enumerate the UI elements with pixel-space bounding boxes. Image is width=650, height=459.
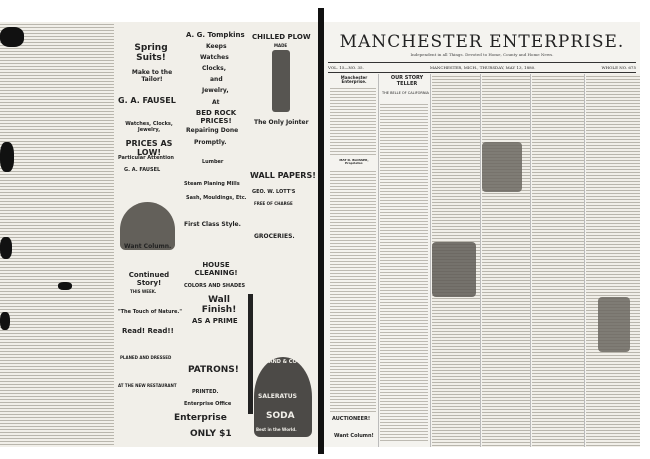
left-page-column-2	[52, 22, 115, 447]
geo-lott-text: GEO. W. LOTT'S	[252, 189, 296, 195]
sash-text: Sash, Mouldings, Etc.	[186, 195, 247, 201]
column-rule	[248, 294, 253, 414]
particular-ad: Particular Attention	[118, 155, 174, 161]
want-column-ad: Want Column.	[124, 243, 172, 250]
printed-text: PRINTED.	[192, 389, 219, 395]
damage-blot	[0, 27, 24, 47]
damage-blot	[0, 142, 14, 172]
volume-label: VOL. 15—NO. 35.	[328, 65, 364, 70]
touch-of-nature-ad: "The Touch of Nature."	[118, 309, 182, 315]
watches-text: Watches	[200, 54, 229, 61]
best-world-text: Best in the World.	[256, 427, 297, 432]
enterprise-ad: Enterprise	[174, 413, 227, 423]
fausel-ad-2: G. A. FAUSEL	[124, 167, 161, 173]
new-restaurant-ad: AT THE NEW RESTAURANT	[118, 383, 177, 388]
at-text: At	[212, 99, 220, 106]
watches-ad: Watches, Clocks, Jewelry,	[125, 121, 173, 133]
masthead-subtitle: Independent in all Things. Devoted to Home, County and Home News.	[410, 52, 554, 57]
fausel-ad: G. A. FAUSEL	[118, 96, 176, 105]
as-a-prime-text: AS A PRIME	[192, 317, 238, 325]
story-column	[380, 74, 431, 447]
story-teller-heading: OUR STORY TELLER	[390, 75, 424, 87]
make-tailor-ad: Make to the Tailor!	[131, 69, 173, 83]
tompkins-ad: A. G. Tompkins	[186, 31, 245, 39]
first-class-text: First Class Style.	[184, 221, 241, 228]
spring-suits-ad: Spring Suits!	[134, 43, 168, 63]
right-page	[324, 22, 640, 447]
enterprise-office-text: Enterprise Office	[184, 401, 232, 407]
left-page-ads-column-3	[248, 22, 318, 447]
and-text: and	[210, 76, 223, 83]
masthead-title: MANCHESTER ENTERPRISE.	[339, 32, 625, 52]
plow-illustration	[272, 50, 290, 112]
bed-rock-prices-ad: BED ROCK PRICES!	[195, 109, 237, 125]
clocks-text: Clocks,	[202, 65, 226, 72]
want-column-heading: Want Column!	[334, 433, 374, 439]
only-jointer-text: The Only Jointer	[254, 119, 309, 126]
house-cleaning-ad: HOUSE CLEANING!	[194, 261, 238, 277]
damage-blot	[58, 282, 72, 290]
this-week-ad: THIS WEEK.	[130, 289, 157, 294]
left-page	[0, 22, 318, 447]
continued-story-ad: Continued Story!	[128, 271, 170, 287]
free-text: FREE OF CHARGE	[254, 201, 293, 206]
damage-blot	[0, 237, 12, 259]
text-block	[330, 169, 376, 414]
steam-planing-ad: Steam Planing Mills	[184, 181, 240, 187]
jewelry-text: Jewelry,	[202, 87, 229, 94]
dateline-bar	[328, 62, 636, 73]
lumber-text: Lumber	[202, 159, 224, 165]
right-page-column-1	[330, 74, 379, 447]
enterprise-heading: Manchester Enterprise.	[340, 75, 368, 85]
wall-finish-ad: Wall Finish!	[201, 295, 237, 315]
made-text: MADE	[274, 43, 288, 48]
planed-dressed-ad: PLANED AND DRESSED	[120, 355, 172, 360]
left-page-column-1	[0, 22, 53, 447]
chilled-plow-ad: CHILLED PLOW	[252, 33, 311, 41]
right-page-column-5	[532, 74, 585, 447]
engraving-illustration	[482, 142, 522, 192]
keeps-text: Keeps	[206, 43, 227, 50]
right-page-column-6	[586, 74, 640, 447]
prices-low-ad: PRICES AS LOW!	[125, 139, 173, 157]
story-text	[380, 102, 428, 442]
colors-text: COLORS AND SHADES	[184, 283, 246, 289]
engraving-illustration	[432, 242, 476, 297]
wall-papers-ad: WALL PAPERS!	[250, 171, 316, 180]
auctioneer-ad: AUCTIONEER!	[332, 416, 371, 422]
read-read-ad: Read! Read!!	[122, 327, 174, 335]
patrons-ad: PATRONS!	[188, 365, 239, 375]
proprietor-line: MAT D. BLOSSER, Proprietor.	[339, 158, 369, 166]
groceries-text: GROCERIES.	[254, 233, 295, 240]
story-subheading: THE BELLE OF CALIFORNIA	[382, 91, 429, 95]
saleratus-text: SALERATUS	[258, 393, 297, 400]
only-1-ad: ONLY $1	[190, 429, 232, 439]
deland-ad: DeLAND & CO'S	[258, 359, 302, 365]
promptly-text: Promptly.	[194, 139, 227, 146]
left-page-ads-column-2	[174, 22, 249, 447]
soda-text: SODA	[266, 411, 295, 421]
left-page-ads-column-1	[114, 22, 183, 447]
repairing-text: Repairing Done	[186, 127, 239, 134]
engraving-illustration	[598, 297, 630, 352]
date-label: MANCHESTER, MICH., THURSDAY, MAY 13, 1880.	[429, 65, 536, 70]
damage-blot	[0, 312, 10, 330]
right-page-column-4	[482, 74, 531, 447]
text-block	[330, 86, 376, 156]
whole-number-label: WHOLE NO. 675	[601, 65, 636, 70]
